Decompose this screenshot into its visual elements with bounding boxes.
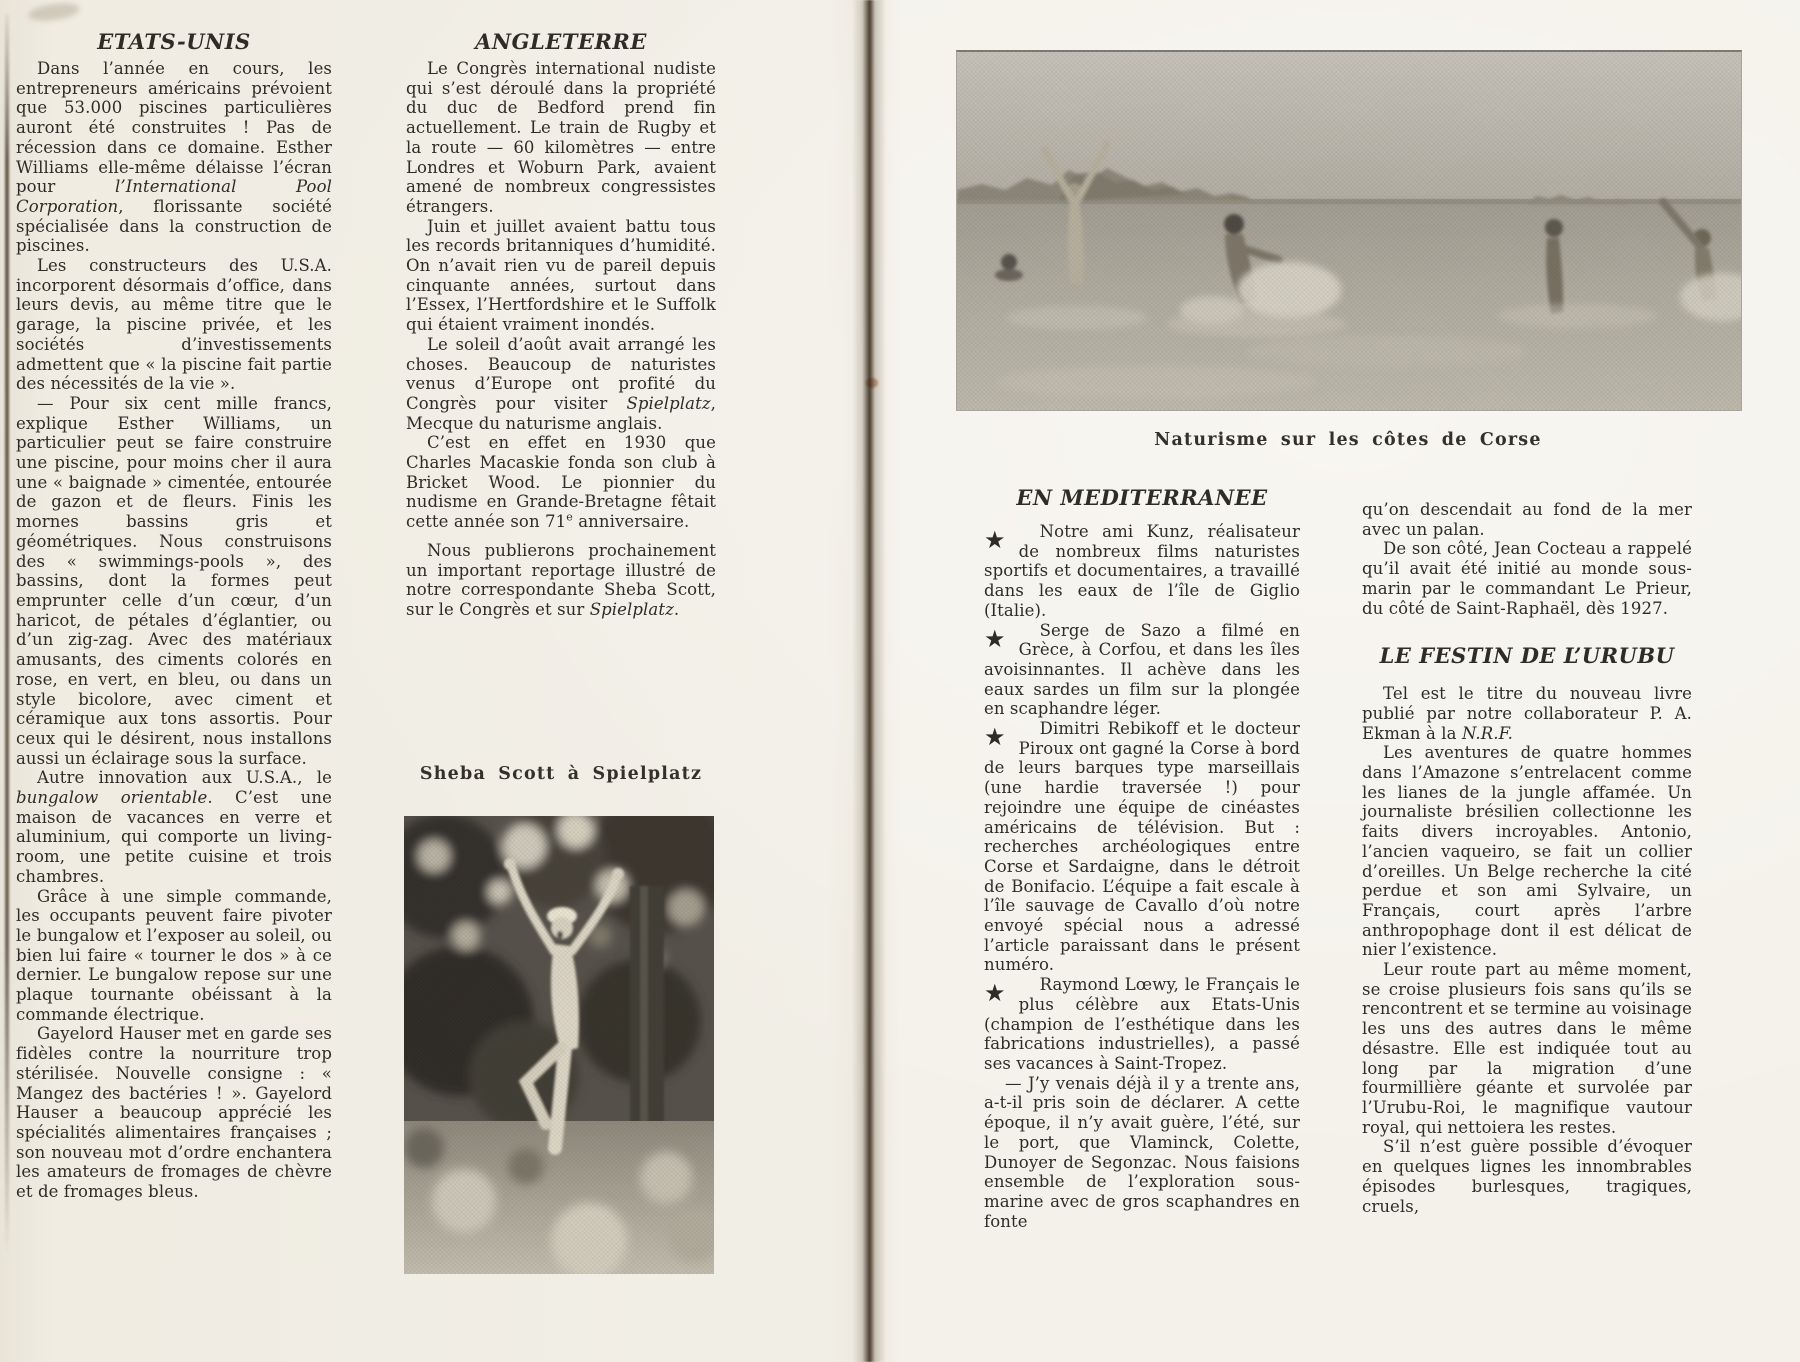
article-body — [1362, 684, 1692, 1216]
paragraph: Nous publierons prochainement un important reportage illustré de notre correspondante Sheba Scott, sur le Congrès et sur Spielplatz. — [406, 540, 716, 619]
photo-caption-sheba: Sheba Scott à Spielplatz — [419, 764, 703, 784]
article-etats-unis — [16, 30, 332, 1202]
paragraph: ★ Dimitri Rebikoff et le docteur Piroux ont gagné la Corse à bord de leurs barques type marseillais (une hardie traversée !) pour rejoindre une équipe de cinéastes américains de télévision. But : recherches archéologiques entre Corse et Sardaigne, dans le détroit de Bonifacio. L’équipe a fait escale à l’île sauvage de Cavallo d’où notre envoyé spécial nous a adressé l’article paraissant dans le présent numéro. — [984, 719, 1300, 975]
paragraph: Gayelord Hauser met en garde ses fidèles contre la nourriture trop stérilisée. Nouvelle consigne : « Mangez des bactéries ! ». Gayelord Hauser a beaucoup apprécié les spécialités alimentaires françaises ; son nouveau mot d’ordre enchantera les amateurs de fromages de chèvre et de fromages bleus. — [16, 1024, 332, 1202]
article-heading: ANGLETERRE — [475, 29, 647, 54]
forest-photo-illustration — [404, 816, 714, 1274]
beach-photo — [956, 50, 1742, 411]
paragraph: Le Congrès international nudiste qui s’est déroulé dans la propriété du duc de Bedford prend fin actuellement. Le train de Rugby et la route — 60 kilomètres — entre Londres et Woburn Park, avaient amené de nombreux congressistes étrangers. — [406, 59, 716, 216]
article-mediterranee — [984, 486, 1300, 1231]
paragraph: — Pour six cent mille francs, explique Esther Williams, un particulier peut se faire construire une piscine, pour moins cher il aura une « baignade » cimentée, entourée de gazon et de fleurs. Finis les mornes bassins gris et géométriques. Nous construisons des « swimmings-pools », des bassins, dont la formes peut emprunter celle d’un cœur, d’un haricot, de pétales d’églantier, ou d’un zig-zag. Avec des matériaux amusants, des ciments colorés en rose, en vert, en bleu, ou dans un style bicolore, avec ciment et céramique aux tons assortis. Pour ceux qui le désirent, nous installons aussi un éclairage sous la surface. — [16, 393, 332, 768]
article-heading: EN MEDITERRANEE — [1016, 485, 1268, 510]
paragraph: Juin et juillet avaient battu tous les records britanniques d’humidité. On n’avait rien vu de pareil depuis cinquante années, surtout dans l’Essex, l’Hertfordshire et le Suffolk qui étaient vraiment inondés. — [406, 216, 716, 335]
star-bullet-icon: ★ — [984, 624, 1006, 653]
article-body-continued — [1362, 500, 1692, 618]
article-body — [984, 522, 1300, 1231]
paragraph: Autre innovation aux U.S.A., le bungalow orientable. C’est une maison de vacances en verre et aluminium, qui comporte un living-room, une petite cuisine et trois chambres. — [16, 768, 332, 886]
paragraph: ★ Serge de Sazo a filmé en Grèce, à Corfou, et dans les îles avoisinnantes. Il achève dans les eaux sardes un film sur la plongée en scaphandre léger. — [984, 620, 1300, 719]
paragraph: Leur route part au même moment, se croise plusieurs fois sans qu’ils se rencontrent et se termine au voisinage les uns des autres dans le même désastre. Elle est indiquée tout au long par la migration d’une fourmillière géante et survolée par l’Urubu-Roi, le magnifique vautour royal, qui nettoiera les restes. — [1362, 960, 1692, 1137]
article-body — [16, 59, 332, 1202]
paragraph: C’est en effet en 1930 que Charles Macaskie fonda son club à Bricket Wood. Le pionnier du nudisme en Grande-Bretagne fêtait cette année son 71e anniversaire. — [406, 433, 716, 532]
paragraph: ★ Notre ami Kunz, réalisateur de nombreux films naturistes sportifs et documentaires, a travaillé dans les eaux de l’île de Giglio (Italie). — [984, 522, 1300, 620]
paragraph: Les constructeurs des U.S.A. incorporent désormais d’office, dans leurs devis, au même titre que le garage, la piscine privée, et les sociétés d’investissements admettent que « la piscine fait partie des nécessités de la vie ». — [16, 256, 332, 394]
paragraph: S’il n’est guère possible d’évoquer en quelques lignes les innombrables épisodes burlesques, tragiques, cruels, — [1362, 1137, 1692, 1216]
article-body — [406, 59, 716, 620]
star-bullet-icon: ★ — [984, 723, 1006, 752]
photo-caption-corse: Naturisme sur les côtes de Corse — [1154, 430, 1542, 450]
scan-edge-shadow — [5, 14, 9, 1254]
paragraph: Tel est le titre du nouveau livre publié par notre collaborateur P. A. Ekman à la N.R.F. — [1362, 684, 1692, 743]
forest-photo — [404, 816, 714, 1274]
article-heading: LE FESTIN DE L’URUBU — [1379, 643, 1675, 669]
paragraph: Les aventures de quatre hommes dans l’Amazone s’entrelacent comme les lianes de la jungle affamée. Un journaliste brésilien collectionne les faits divers incroyables. Antonio, l’ancien vaqueiro, se fait un collier d’oreilles. Un Belge recherche la cité perdue et son ami Sylvaire, un Français, court après l’arbre anthropophage dont il est délicat de nier l’existence. — [1362, 743, 1692, 960]
paragraph: Grâce à une simple commande, les occupants peuvent faire pivoter le bungalow et l’exposer au soleil, ou bien lui faire « tourner le dos » à ce dernier. Le bungalow repose sur une plaque tournante obéissant à la commande électrique. — [16, 886, 332, 1024]
paragraph: Le soleil d’août avait arrangé les choses. Beaucoup de naturistes venus d’Europe ont profité du Congrès pour visiter Spielplatz, Mecque du naturisme anglais. — [406, 334, 716, 433]
beach-photo-illustration — [957, 52, 1741, 410]
paragraph: qu’on descendait au fond de la mer avec un palan. — [1362, 500, 1692, 539]
paragraph: De son côté, Jean Cocteau a rappelé qu’il avait été initié au monde sous-marin par le commandant Le Prieur, du côté de Saint-Raphaël, dès 1927. — [1362, 539, 1692, 618]
paragraph: Dans l’année en cours, les entrepreneurs américains prévoient que 53.000 piscines particulières auront été construites ! Pas de récession dans ce domaine. Esther Williams elle-même délaisse l’écran pour l’International Pool Corporation, florissante société spécialisée dans la construction de piscines. — [16, 59, 332, 256]
right-column — [1362, 500, 1692, 1216]
scan-stain — [27, 0, 81, 23]
paragraph: — J’y venais déjà il y a trente ans, a-t-il pris soin de déclarer. A cette époque, il n’y avait guère, l’été, sur le port, que Vlaminck, Colette, Dunoyer de Segonzac. Nous faisions ensemble de l’exploration sous-marine avec de gros scaphandres en fonte — [984, 1073, 1300, 1231]
article-heading: ETATS-UNIS — [97, 29, 251, 54]
star-bullet-icon: ★ — [984, 526, 1006, 554]
page-gutter-shadow — [852, 0, 886, 1362]
article-angleterre — [406, 30, 716, 620]
star-bullet-icon: ★ — [984, 979, 1006, 1008]
paragraph: ★ Raymond Lœwy, le Français le plus célèbre aux Etats-Unis (champion de l’esthétique dans les fabrications industrielles), a passé ses vacances à Saint-Tropez. — [984, 975, 1300, 1073]
